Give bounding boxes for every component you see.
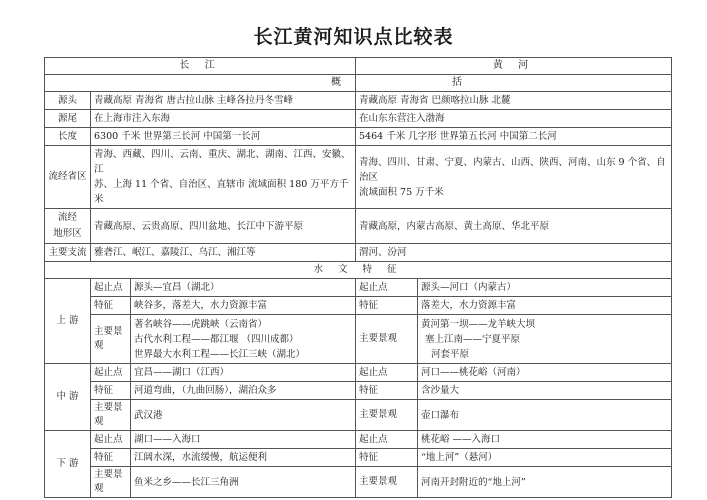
yellow-river-value [418, 431, 672, 449]
header-yellow-river: 黄 河 [356, 58, 672, 75]
yangtze-cell [91, 146, 356, 209]
yellow-river-cell [356, 128, 672, 146]
yangtze-cell [91, 244, 356, 262]
yangtze-value [131, 467, 356, 498]
yangtze-cell [91, 92, 356, 110]
cell-line: 古代水利工程——都江堰 （四川成都） [134, 333, 299, 345]
yangtze-value [131, 431, 356, 449]
overview-header-row [45, 75, 672, 92]
overview-label-right: 括 [356, 75, 672, 92]
attribute-label: 起止点 [356, 431, 418, 449]
yangtze-value [131, 279, 356, 297]
section-label: 中 游 [45, 364, 91, 431]
cell-line: 含沙量大 [421, 385, 460, 396]
cell-line: 渭河、汾河 [359, 247, 407, 258]
cell-line: 鱼米之乡——长江三角洲 [134, 476, 239, 488]
attribute-label: 主要景观 [91, 400, 131, 431]
header-yangtze: 长 江 [45, 58, 356, 75]
river-header-row [45, 58, 672, 75]
hydro-row [45, 400, 672, 431]
yangtze-value [131, 400, 356, 431]
cell-line: 河道弯曲，（九曲回肠），湖泊众多 [134, 385, 277, 396]
cell-line: 青藏高原 青海省 巴颜喀拉山脉 北麓 [359, 95, 511, 106]
cell-line: 著名峡谷——虎跳峡（云南省） [134, 318, 268, 330]
yangtze-value [131, 315, 356, 364]
attribute-label: 主要景观 [91, 315, 131, 364]
cell-line: 雅砻江、岷江、嘉陵江、乌江、湘江等 [94, 247, 256, 258]
cell-line: 峡谷多，落差大，水力资源丰富 [134, 300, 268, 311]
yellow-river-value [418, 449, 672, 467]
yellow-river-cell [356, 244, 672, 262]
overview-row [45, 146, 672, 209]
attribute-label: 起止点 [356, 279, 418, 297]
cell-line: 源头—河口（内蒙古） [421, 282, 517, 293]
attribute-label: 特征 [356, 297, 418, 315]
overview-row [45, 244, 672, 262]
row-label: 源头 [45, 92, 91, 110]
cell-line: 壶口瀑布 [421, 409, 460, 421]
section-label: 下 游 [45, 431, 91, 498]
overview-row [45, 128, 672, 146]
attribute-label: 主要景观 [356, 467, 418, 498]
cell-line: 青藏高原 青海省 唐古拉山脉 主峰各拉丹冬雪峰 [94, 95, 294, 106]
yellow-river-cell [356, 92, 672, 110]
cell-line: 塞上江南——宁夏平原 [425, 333, 521, 345]
yangtze-value [131, 449, 356, 467]
row-label-line: 地形区 [53, 228, 82, 239]
yellow-river-cell [356, 146, 672, 209]
page-title: 长江黄河知识点比较表 [253, 26, 454, 48]
cell-line: 河口——桃花峪（河南） [421, 367, 526, 378]
hydro-row [45, 364, 672, 382]
yellow-river-value [418, 364, 672, 382]
cell-line: 桃花峪 ——入海口 [421, 434, 501, 445]
cell-line: 江阔水深，水流缓慢，航运便利 [134, 452, 268, 463]
yellow-river-cell [356, 110, 672, 128]
attribute-label: 特征 [91, 449, 131, 467]
row-label: 源尾 [45, 110, 91, 128]
cell-line: 世界最大水利工程——长江三峡（湖北） [134, 348, 306, 360]
cell-line: 源头—宜昌（湖北） [134, 282, 220, 293]
cell-line: 青海、西藏、四川、云南、重庆、湖北、湖南、江西、安徽、江 [94, 149, 351, 175]
cell-line: 在山东东营注入渤海 [359, 113, 445, 124]
cell-line: 在上海市注入东海 [94, 113, 171, 124]
attribute-label: 主要景观 [91, 467, 131, 498]
hydro-row [45, 467, 672, 498]
yellow-river-value [418, 400, 672, 431]
yangtze-value [131, 364, 356, 382]
row-label-line: 流经 [57, 212, 77, 223]
hydro-row [45, 431, 672, 449]
hydro-row [45, 382, 672, 400]
row-label: 长度 [45, 128, 91, 146]
yangtze-cell [91, 128, 356, 146]
yangtze-value [131, 382, 356, 400]
hydro-row [45, 297, 672, 315]
attribute-label: 主要景观 [356, 400, 418, 431]
hydro-row [45, 449, 672, 467]
cell-line: 湖口——入海口 [134, 434, 201, 445]
yellow-river-value [418, 297, 672, 315]
yangtze-cell [91, 209, 356, 244]
cell-line: 河南开封附近的“地上河” [421, 476, 526, 488]
attribute-label: 起止点 [356, 364, 418, 382]
cell-line: 黄河第一坝——龙羊峡大坝 [421, 318, 536, 330]
hydro-row [45, 279, 672, 297]
overview-row [45, 92, 672, 110]
cell-line: 青藏高原、云贵高原、四川盆地、长江中下游平原 [94, 220, 304, 232]
yellow-river-value [418, 279, 672, 297]
yellow-river-cell [356, 209, 672, 244]
cell-line: 5464 千米 几字形 世界第五长河 中国第二长河 [359, 131, 557, 142]
yellow-river-value [418, 382, 672, 400]
cell-line: 宜昌——湖口（江西） [134, 367, 230, 378]
overview-row [45, 209, 672, 244]
yangtze-cell [91, 110, 356, 128]
hydro-title: 水 文 特 征 [45, 262, 672, 279]
row-label: 主要支流 [45, 244, 91, 262]
cell-line: 落差大，水力资源丰富 [421, 300, 517, 311]
hydro-header-row [45, 262, 672, 279]
cell-line: “地上河”（悬河） [421, 452, 498, 463]
attribute-label: 主要景观 [356, 315, 418, 364]
attribute-label: 起止点 [91, 431, 131, 449]
attribute-label: 起止点 [91, 364, 131, 382]
attribute-label: 特征 [356, 382, 418, 400]
row-label: 流经省区 [45, 146, 91, 209]
section-label: 上 游 [45, 279, 91, 364]
yangtze-value [131, 297, 356, 315]
comparison-table [44, 57, 672, 498]
hydro-row [45, 315, 672, 364]
attribute-label: 特征 [91, 297, 131, 315]
cell-line: 青海、四川、甘肃、宁夏、内蒙古、山西、陕西、河南、山东 9 个省、自治区 [359, 156, 666, 183]
attribute-label: 特征 [91, 382, 131, 400]
cell-line: 青藏高原，内蒙古高原、黄土高原、华北平原 [359, 220, 550, 232]
cell-line: 武汉港 [134, 409, 163, 421]
yellow-river-value [418, 315, 672, 364]
cell-line: 河套平原 [431, 348, 470, 360]
table-body [45, 58, 672, 498]
yellow-river-value [418, 467, 672, 498]
row-label [45, 209, 91, 244]
overview-row [45, 110, 672, 128]
attribute-label: 起止点 [91, 279, 131, 297]
cell-line: 6300 千米 世界第三长河 中国第一长河 [94, 131, 261, 142]
attribute-label: 特征 [356, 449, 418, 467]
cell-line: 流域面积 75 万千米 [359, 186, 444, 198]
overview-label-left: 概 [45, 75, 356, 92]
cell-line: 苏、上海 11 个省、自治区、直辖市 流域面积 180 万平方千米 [94, 179, 349, 205]
